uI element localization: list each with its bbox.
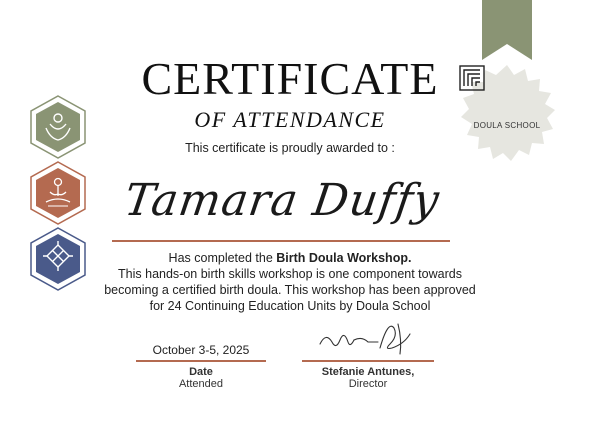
date-label: Date <box>189 366 213 378</box>
body-line-2: This hands-on birth skills workshop is one component towards <box>118 267 462 281</box>
date-sublabel: Attended <box>178 378 224 390</box>
date-underline <box>136 360 266 362</box>
signature-underline <box>302 360 434 362</box>
recipient-name: Tamara Duffy <box>121 175 443 226</box>
body-line-1-prefix: Has completed the <box>168 251 277 265</box>
certificate-subtitle: OF ATTENDANCE <box>194 107 386 132</box>
lotus-hands-icon <box>28 94 88 160</box>
meditation-icon <box>28 160 88 226</box>
certificate-title: CERTIFICATE <box>141 53 439 104</box>
date-value: October 3-5, 2025 <box>152 343 250 357</box>
body-line-3: becoming a certified birth doula. This workshop has been approved <box>104 283 476 297</box>
name-underline <box>112 240 450 242</box>
body-line-4: for 24 Continuing Education Units by Doula School <box>149 299 431 313</box>
awarded-text: This certificate is proudly awarded to : <box>185 141 395 155</box>
seal-org-name: DOULA SCHOOL <box>473 121 541 130</box>
ribbon-banner <box>482 0 532 60</box>
body-line-1 <box>80 250 500 266</box>
signer-role: Director <box>348 378 388 390</box>
signer-name: Stefanie Antunes, <box>321 366 415 378</box>
endless-knot-icon <box>28 226 88 292</box>
certificate-body <box>80 250 500 314</box>
director-signature <box>318 318 418 358</box>
workshop-name: Birth Doula Workshop. <box>276 251 412 265</box>
